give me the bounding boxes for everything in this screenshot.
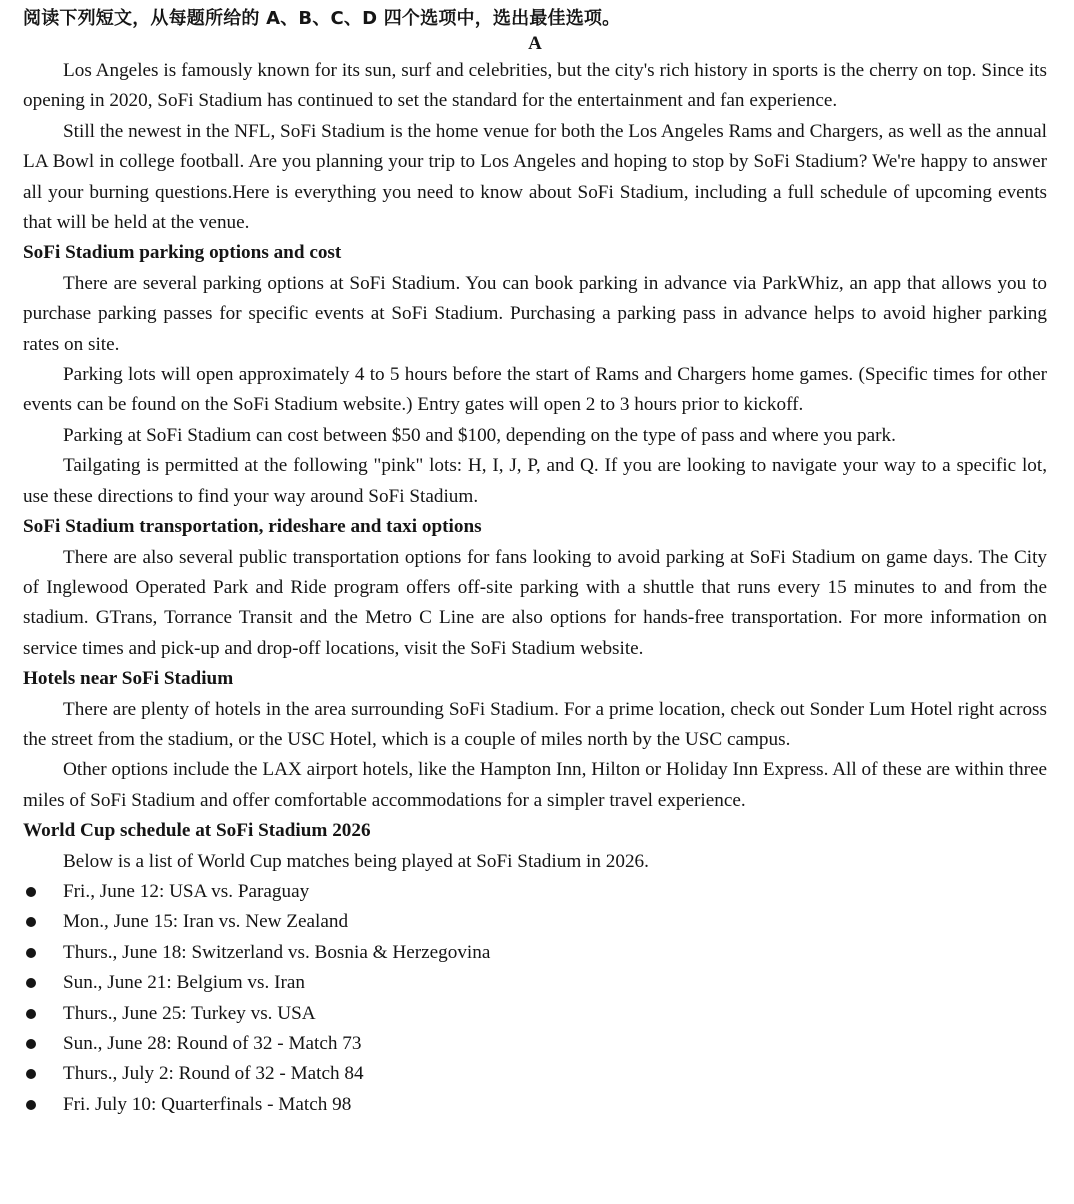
worldcup-intro: Below is a list of World Cup matches being played at SoFi Stadium in 2026.	[63, 850, 649, 872]
parking-paragraph-4: Tailgating is permitted at the following "pink" lots: H, I, J, P, and Q. If you are looking to navigate your way to a specific lot, use these directions to find your way around SoFi Stadium.	[23, 455, 1047, 507]
section-label: A	[528, 33, 542, 54]
transport-heading: SoFi Stadium transportation, rideshare and taxi options	[23, 516, 482, 538]
list-item	[23, 968, 1047, 998]
match-text: Sun., June 28: Round of 32 - Match 73	[63, 1033, 362, 1054]
list-item	[23, 1090, 1047, 1120]
instruction-line: 阅读下列短文，从每题所给的 A、B、C、D 四个选项中，选出最佳选项。	[23, 8, 621, 29]
list-item	[23, 938, 1047, 968]
parking-paragraph-2: Parking lots will open approximately 4 to 5 hours before the start of Rams and Chargers home games. (Specific times for other events can be found on the SoFi Stadium website.) Entry gates will open 2 to 3 hours prior to kickoff.	[23, 364, 1047, 416]
match-text: Fri., June 12: USA vs. Paraguay	[63, 880, 310, 902]
hotels-paragraph-1: There are plenty of hotels in the area surrounding SoFi Stadium. For a prime location, check out Sonder Lum Hotel right across the street from the stadium, or the USC Hotel, which is a couple of miles north by the USC campus.	[23, 698, 1047, 750]
list-item	[23, 1059, 1047, 1089]
bullet-icon	[26, 948, 36, 958]
bullet-icon	[26, 1069, 36, 1079]
hotels-paragraph-2: Other options include the LAX airport hotels, like the Hampton Inn, Hilton or Holiday Inn Express. All of these are within three miles of SoFi Stadium and offer comfortable accommodations for a simpler travel experience.	[23, 759, 1047, 811]
match-text: Thurs., June 25: Turkey vs. USA	[63, 1002, 316, 1024]
match-text: Fri. July 10: Quarterfinals - Match 98	[63, 1093, 352, 1115]
hotels-heading: Hotels near SoFi Stadium	[23, 668, 234, 690]
transport-paragraph-1: There are also several public transportation options for fans looking to avoid parking at SoFi Stadium on game days. The City of Inglewood Operated Park and Ride program offers off-site parking with a shuttle that runs every 15 minutes to and from the stadium. GTrans, Torrance Transit and the Metro C Line are also options for hands-free transportation. For more information on service times and pick-up and drop-off locations, visit the SoFi Stadium website.	[23, 546, 1047, 659]
intro-paragraph-2: Still the newest in the NFL, SoFi Stadium is the home venue for both the Los Angeles Rams and Chargers, as well as the annual LA Bowl in college football. Are you planning your trip to Los Angeles and hoping to stop by SoFi Stadium? We're happy to answer all your burning questions.Here is everything you need to know about SoFi Stadium, including a full schedule of upcoming events that will be held at the venue.	[23, 120, 1047, 234]
list-item	[23, 999, 1047, 1029]
list-item	[23, 877, 1047, 907]
match-list	[23, 877, 1047, 1120]
bullet-icon	[26, 917, 36, 927]
parking-heading: SoFi Stadium parking options and cost	[23, 242, 342, 264]
bullet-icon	[26, 1100, 36, 1110]
match-text: Sun., June 21: Belgium vs. Iran	[63, 972, 305, 994]
bullet-icon	[26, 1009, 36, 1019]
worldcup-heading: World Cup schedule at SoFi Stadium 2026	[23, 820, 371, 842]
match-text: Thurs., June 18: Switzerland vs. Bosnia & Herzegovina	[63, 941, 491, 963]
parking-paragraph-3: Parking at SoFi Stadium can cost between $50 and $100, depending on the type of pass and where you park.	[63, 424, 896, 446]
bullet-icon	[26, 1039, 36, 1049]
match-text: Mon., June 15: Iran vs. New Zealand	[63, 911, 349, 933]
intro-paragraph-1: Los Angeles is famously known for its sun, surf and celebrities, but the city's rich history in sports is the cherry on top. Since its opening in 2020, SoFi Stadium has continued to set the standard for the entertainment and fan experience.	[23, 60, 1047, 112]
match-text: Thurs., July 2: Round of 32 - Match 84	[63, 1063, 364, 1085]
bullet-icon	[26, 978, 36, 988]
bullet-icon	[26, 887, 36, 897]
list-item	[23, 1029, 1047, 1059]
document-page	[23, 6, 1047, 1120]
parking-paragraph-1: There are several parking options at SoFi Stadium. You can book parking in advance via ParkWhiz, an app that allows you to purchase parking passes for specific events at SoFi Stadium. Purchasing a parking pass in advance helps to avoid higher parking rates on site.	[23, 272, 1047, 355]
list-item	[23, 907, 1047, 937]
